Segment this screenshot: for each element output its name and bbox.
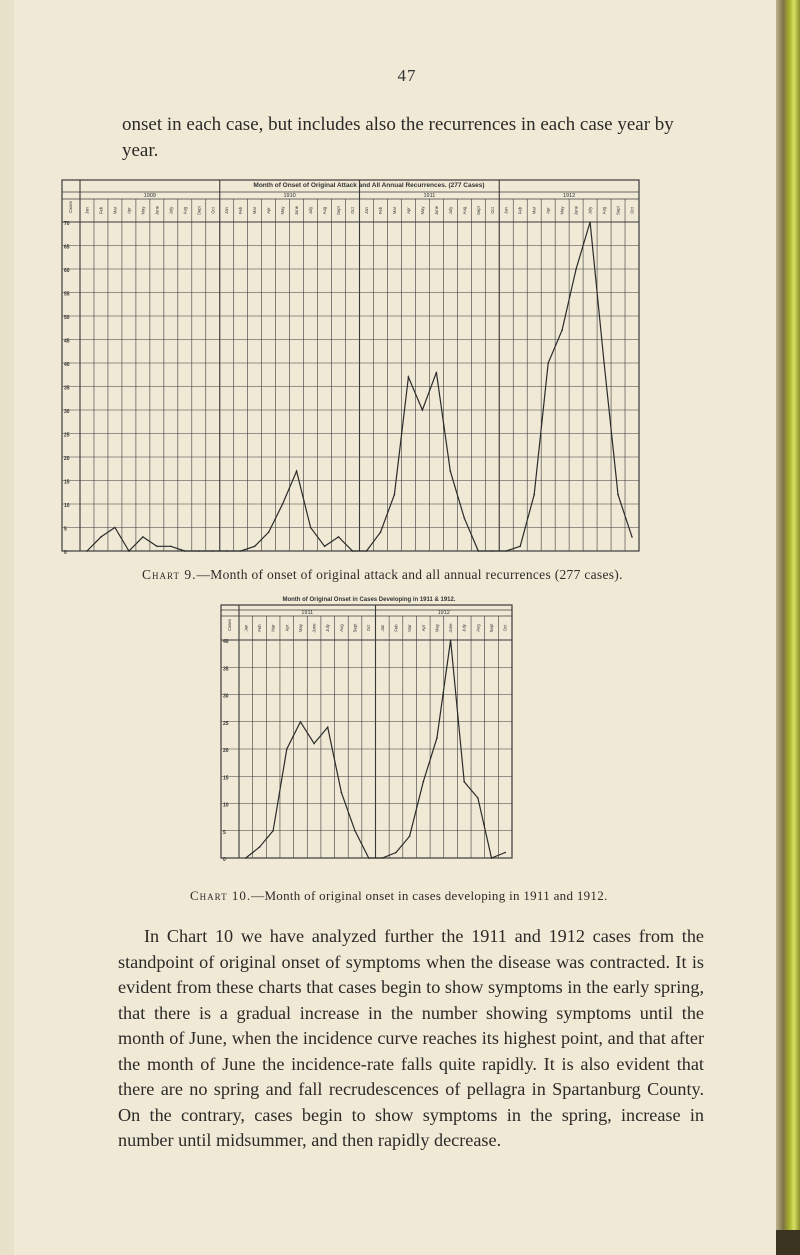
chart-9-y-label: 65 — [64, 244, 70, 251]
chart-9-month-label: Jan — [363, 207, 369, 214]
chart-10-month-label: July — [461, 624, 467, 632]
chart-10-y-label: 40 — [223, 639, 229, 645]
chart-10-data-point — [382, 857, 384, 859]
chart-9-month-label: Mar — [112, 206, 118, 215]
chart-9-y-label: 35 — [64, 385, 70, 392]
chart-9-month-label: Oct — [350, 207, 356, 214]
chart-10-y-label: 15 — [223, 775, 229, 782]
chart-9-month-label: Apr — [545, 207, 551, 214]
chart-9-month-label: Oct — [210, 207, 216, 214]
chart-10-data-point — [327, 726, 329, 728]
chart-10-y-label: 5 — [223, 829, 226, 836]
chart-9-y-label: 15 — [64, 479, 70, 486]
chart-9-month-label: June — [154, 205, 160, 216]
chart-10-data-point — [477, 797, 479, 799]
chart-10-caption-text: —Month of original onset in cases developing in 1911 and 1912. — [251, 888, 608, 903]
chart-10-data-point — [409, 835, 411, 837]
chart-10-data-point — [395, 852, 397, 854]
chart-10-month-label: Aug — [475, 624, 481, 632]
chart-10-month-label: May — [297, 624, 303, 632]
chart-9-year-label: 1910 — [283, 193, 296, 199]
chart-9-month-label: Aug — [601, 206, 607, 215]
chart-10-corner-label: Cases — [227, 619, 232, 631]
chart-9-y-label: 5 — [64, 526, 67, 533]
chart-10-y-label: 25 — [223, 720, 229, 727]
chart-10-month-label: Sept — [352, 623, 358, 633]
chart-10-month-label: Mar — [407, 624, 413, 632]
chart-9-y-label: 30 — [64, 409, 70, 415]
chart-10-data-point — [300, 721, 302, 723]
chart-9-caption-text: —Month of onset of original attack and all annual recurrences (277 cases). — [196, 567, 623, 582]
chart-9-month-label: Oct — [629, 207, 635, 214]
chart-10-y-label: 0 — [223, 857, 226, 863]
chart-10-month-label: May — [434, 624, 440, 632]
chart-10-data-point — [286, 748, 288, 750]
chart-9-month-label: Feb — [517, 206, 523, 215]
chart-9-year-label: 1911 — [423, 193, 436, 199]
chart-9-month-label: Aug — [182, 206, 188, 215]
chart-9-month-label: May — [280, 206, 286, 215]
chart-9-month-label: Sept — [196, 206, 202, 215]
chart-9-month-label: Jan — [224, 207, 230, 214]
chart-10-y-label: 30 — [223, 693, 229, 700]
chart-10-data-point — [259, 846, 261, 848]
chart-9-corner-label: Cases — [68, 201, 73, 213]
chart-9-year-label: 1912 — [563, 193, 576, 199]
chart-10-data-point — [450, 639, 452, 641]
chart-9-month-label: June — [573, 205, 579, 216]
chart-9-header: Month of Onset of Original Attack and All Annual Recurrences. (277 Cases) — [253, 182, 485, 189]
chart-10-data-point — [504, 852, 506, 854]
chart-9-month-label: Feb — [98, 206, 104, 215]
chart-10-month-label: Feb — [393, 624, 399, 632]
chart-10-month-label: Jan — [243, 624, 249, 632]
chart-9-month-label: May — [140, 206, 146, 215]
chart-9-month-label: Oct — [489, 207, 495, 214]
chart-10-month-label: Oct — [502, 624, 508, 632]
chart-9-month-label: Jan — [84, 207, 90, 214]
chart-9-month-label: May — [419, 206, 425, 215]
chart-10 — [14, 0, 800, 880]
chart-9-month-label: Feb — [238, 206, 244, 215]
chart-9-month-label: Sept — [475, 206, 481, 215]
chart-9-month-label: May — [559, 206, 565, 215]
chart-10-data-point — [354, 830, 356, 832]
chart-10-data-point — [491, 857, 493, 859]
chart-9-month-label: Mar — [531, 206, 537, 215]
chart-10-data-point — [436, 737, 438, 739]
chart-9-month-label: Aug — [322, 206, 328, 215]
chart-9-month-label: Apr — [405, 207, 411, 214]
chart-10-month-label: Apr — [284, 624, 290, 632]
chart-10-y-label: 20 — [223, 748, 229, 754]
page-number: 47 — [397, 66, 417, 85]
chart-10-month-label: Aug — [338, 624, 344, 632]
chart-10-data-point — [245, 857, 247, 859]
book-page — [14, 0, 776, 1255]
chart-9-month-label: Sept — [615, 206, 621, 215]
chart-10-month-label: Jan — [379, 624, 385, 632]
chart-9-y-label: 70 — [64, 221, 70, 227]
chart-10-data-point — [423, 781, 425, 783]
chart-10-month-label: Mar — [270, 624, 276, 632]
chart-9-month-label: Feb — [377, 206, 383, 215]
chart-9-month-label: July — [308, 206, 314, 215]
chart-9-month-label: Apr — [266, 207, 272, 214]
chart-10-month-label: Oct — [366, 624, 372, 632]
chart-10-month-label: Sept — [489, 623, 495, 633]
chart-10-year-label: 1912 — [437, 610, 450, 616]
chart-9-y-label: 55 — [64, 291, 70, 298]
chart-9-month-label: July — [447, 206, 453, 215]
chart-9-y-label: 50 — [64, 315, 70, 321]
chart-10-caption-label: Chart 10. — [190, 888, 252, 903]
chart-10-y-label: 35 — [223, 666, 229, 673]
chart-9-month-label: July — [168, 206, 174, 215]
chart-10-month-label: June — [448, 623, 454, 633]
chart-9-month-label: Apr — [126, 207, 132, 214]
chart-10-data-point — [341, 792, 343, 794]
chart-9-y-label: 20 — [64, 456, 70, 462]
chart-10-data-point — [368, 857, 370, 859]
chart-10-y-label: 10 — [223, 802, 229, 809]
body-paragraph: In Chart 10 we have analyzed further the 1911 and 1912 cases from the standpoint of original onset of symptoms when the disease was contracted. It is evident from these charts that cases begin to show symptoms in the early spring, that there is a gradual increase in the number showing symptoms until the month of June, when the incidence curve reaches its highest point, and that after the month of June the incidence-rate falls quite rapidly. It is also evident that there are no spring and fall recrudescences of pellagra in Spartanburg County. On the contrary, cases begin to show symptoms in the spring, increase in number until midsummer, and then rapidly decrease. — [118, 926, 704, 1150]
chart-9-month-label: July — [587, 206, 593, 215]
book-binding-corner — [776, 1230, 800, 1255]
chart-10-year-label: 1911 — [301, 610, 314, 616]
chart-9-y-label: 60 — [64, 268, 70, 274]
chart-10-month-label: Apr — [420, 624, 426, 632]
chart-9-month-label: June — [294, 205, 300, 216]
chart-9-year-label: 1909 — [143, 193, 156, 199]
chart-10-data-point — [313, 743, 315, 745]
chart-10-data-point — [463, 781, 465, 783]
chart-9-y-label: 40 — [64, 362, 70, 368]
chart-10-month-label: July — [325, 624, 331, 632]
chart-10-caption — [190, 888, 608, 904]
chart-9-month-label: Mar — [252, 206, 258, 215]
chart-10-month-label: June — [311, 623, 317, 633]
chart-10-month-label: Feb — [256, 624, 262, 632]
chart-9-month-label: June — [433, 205, 439, 216]
book-binding-edge — [776, 0, 800, 1255]
chart-9-month-label: Sept — [336, 206, 342, 215]
chart-9-month-label: Jan — [503, 207, 509, 214]
chart-9-caption-label: Chart 9. — [142, 567, 197, 582]
chart-10-data-point — [272, 830, 274, 832]
chart-9-y-label: 25 — [64, 432, 70, 439]
chart-9-y-label: 45 — [64, 338, 70, 345]
chart-9-month-label: Mar — [391, 206, 397, 215]
chart-9-y-label: 10 — [64, 503, 70, 509]
chart-9-month-label: Aug — [461, 206, 467, 215]
chart-10-header: Month of Original Onset in Cases Developing in 1911 & 1912. — [282, 597, 456, 603]
chart-9-y-label: 0 — [64, 550, 67, 556]
intro-text: onset in each case, but includes also the recurrences in each case year by year. — [122, 114, 674, 161]
